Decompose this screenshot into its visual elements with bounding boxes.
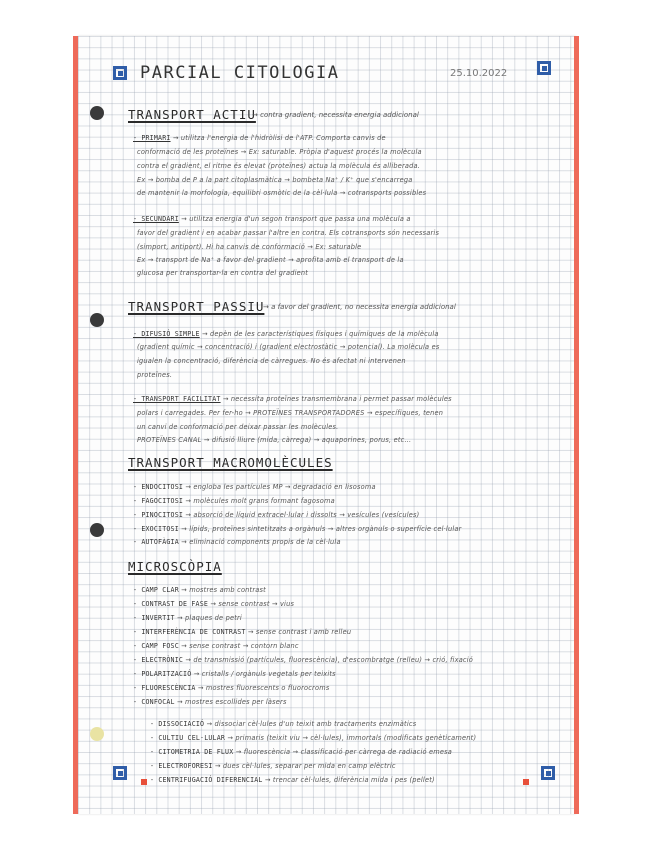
corner-marker-icon xyxy=(113,66,127,80)
note-line: - TRANSPORT FACILITAT → necessita proteïnes transmembrana i permet passar molècules xyxy=(133,395,452,403)
note-line: un canvi de conformació per deixar passar les molècules. xyxy=(137,423,339,431)
binder-hole xyxy=(90,727,104,741)
note-line: - ELECTROFORESI → dues cèl·lules, separar per mida en camp elèctric xyxy=(150,762,396,770)
page-title: PARCIAL CITOLOGIA xyxy=(140,63,340,83)
note-line: conformació de les proteïnes → Ex: saturable. Pròpia d'aquest procés la molècula xyxy=(137,148,422,156)
note-line: - CITOMETRIA DE FLUX → fluorescència → classificació per càrrega de radiació emesa xyxy=(150,748,453,756)
note-line: - INTERFERÈNCIA DE CONTRAST → sense contrast i amb relleu xyxy=(133,628,352,636)
note-line: - POLARITZACIÓ → cristalls / orgànuls vegetals per teixits xyxy=(133,670,336,678)
note-line: - SECUNDARI → utilitza energia d'un segon transport que passa una molècula a xyxy=(133,215,411,223)
note-line: - INVERTIT → plaques de petri xyxy=(133,614,242,622)
note-line: polars i carregades. Per fer-ho → PROTEÏNES TRANSPORTADORES → específiques, tenen xyxy=(137,409,444,417)
red-marker xyxy=(523,779,529,785)
note-line: - CULTIU CEL·LULAR → primaris (teixit viu → cèl·lules), immortals (modificats genèticament) xyxy=(150,734,477,742)
section-heading-note: → a favor del gradient, no necessita energia addicional xyxy=(263,303,456,311)
note-line: - CAMP FOSC → sense contrast → contorn blanc xyxy=(133,642,299,650)
section-heading-note: → contra gradient, necessita energia addicional xyxy=(252,111,419,119)
note-line: igualen la concentració, diferència de càrregues. No és afectat ni intervenen xyxy=(137,357,406,365)
note-line: - CONFOCAL → mostres escollides per làsers xyxy=(133,698,287,706)
corner-marker-icon xyxy=(113,766,127,780)
section-heading: TRANSPORT PASSIU xyxy=(128,299,265,314)
note-line: - PINOCITOSI → absorció de líquid extracel·lular i dissolts → vesícules (vesícules) xyxy=(133,511,420,519)
note-line: - DISSOCIACIÓ → dissociar cèl·lules d'un teixit amb tractaments enzimàtics xyxy=(150,720,417,728)
note-line: Ex → transport de Na⁺ a favor del gradient → aprofita amb el transport de la xyxy=(137,256,404,264)
note-line: - CAMP CLAR → mostres amb contrast xyxy=(133,586,266,594)
red-marker xyxy=(141,779,147,785)
note-line: - PRIMARI → utilitza l'energia de l'hidròlisi de l'ATP. Comporta canvis de xyxy=(133,134,386,142)
binder-hole xyxy=(90,313,104,327)
note-line: favor del gradient i en acabar passar l'altre en contra. Els cotransports són necessaris xyxy=(137,229,440,237)
note-line: - CONTRAST DE FASE → sense contrast → vius xyxy=(133,600,295,608)
binder-hole xyxy=(90,523,104,537)
note-line: - CENTRIFUGACIÓ DIFERENCIAL → trencar cèl·lules, diferència mida i pes (pellet) xyxy=(150,776,435,784)
corner-marker-icon xyxy=(541,766,555,780)
note-line: - FLUORESCÈNCIA → mostres fluorescents o fluorocroms xyxy=(133,684,330,692)
section-heading: TRANSPORT MACROMOLÈCULES xyxy=(128,455,333,470)
note-line: - DIFUSIÓ SIMPLE → depèn de les característiques físiques i químiques de la molècula xyxy=(133,330,439,338)
binder-hole xyxy=(90,106,104,120)
note-line: - ELECTRÒNIC → de transmissió (partícules, fluorescència), d'escombratge (relleu) → crió, fixació xyxy=(133,656,474,664)
left-margin-line xyxy=(73,36,78,814)
right-margin-line xyxy=(574,36,579,814)
corner-marker-icon xyxy=(537,61,551,75)
note-line: proteïnes. xyxy=(137,371,173,379)
note-line: glucosa per transportar-la en contra del gradient xyxy=(137,269,309,277)
section-heading: MICROSCÒPIA xyxy=(128,559,222,574)
note-line: de mantenir la morfologia, equilibri osmòtic de la cèl·lula → cotransports possibles xyxy=(137,189,427,197)
note-line: - FAGOCITOSI → molècules molt grans formant fagosoma xyxy=(133,497,335,505)
note-line: - AUTOFÀGIA → eliminació components propis de la cèl·lula xyxy=(133,538,341,546)
page-date: 25.10.2022 xyxy=(450,68,508,79)
note-line: - ENDOCITOSI → engloba les partícules MP → degradació en lisosoma xyxy=(133,483,376,491)
note-line: Ex → bomba de P a la part citoplasmàtica → bombeta Na⁺ / K⁺ que s'encarrega xyxy=(137,176,413,184)
note-line: contra el gradient, el ritme és elevat (proteïnes) actua la molècula és alliberada. xyxy=(137,162,421,170)
note-line: (gradient químic → concentració) i (gradient electrostàtic → potencial). La molècula es xyxy=(137,343,440,351)
note-line: (simport, antiport). Hi ha canvis de conformació → Ex: saturable xyxy=(137,243,362,251)
note-line: PROTEÏNES CANAL → difusió lliure (mida, càrrega) → aquaporines, porus, etc... xyxy=(137,436,412,444)
note-line: - EXOCITOSI → lípids, proteïnes sintetitzats a orgànuls → altres orgànuls o superfície cel·lular xyxy=(133,525,462,533)
section-heading: TRANSPORT ACTIU xyxy=(128,107,256,122)
